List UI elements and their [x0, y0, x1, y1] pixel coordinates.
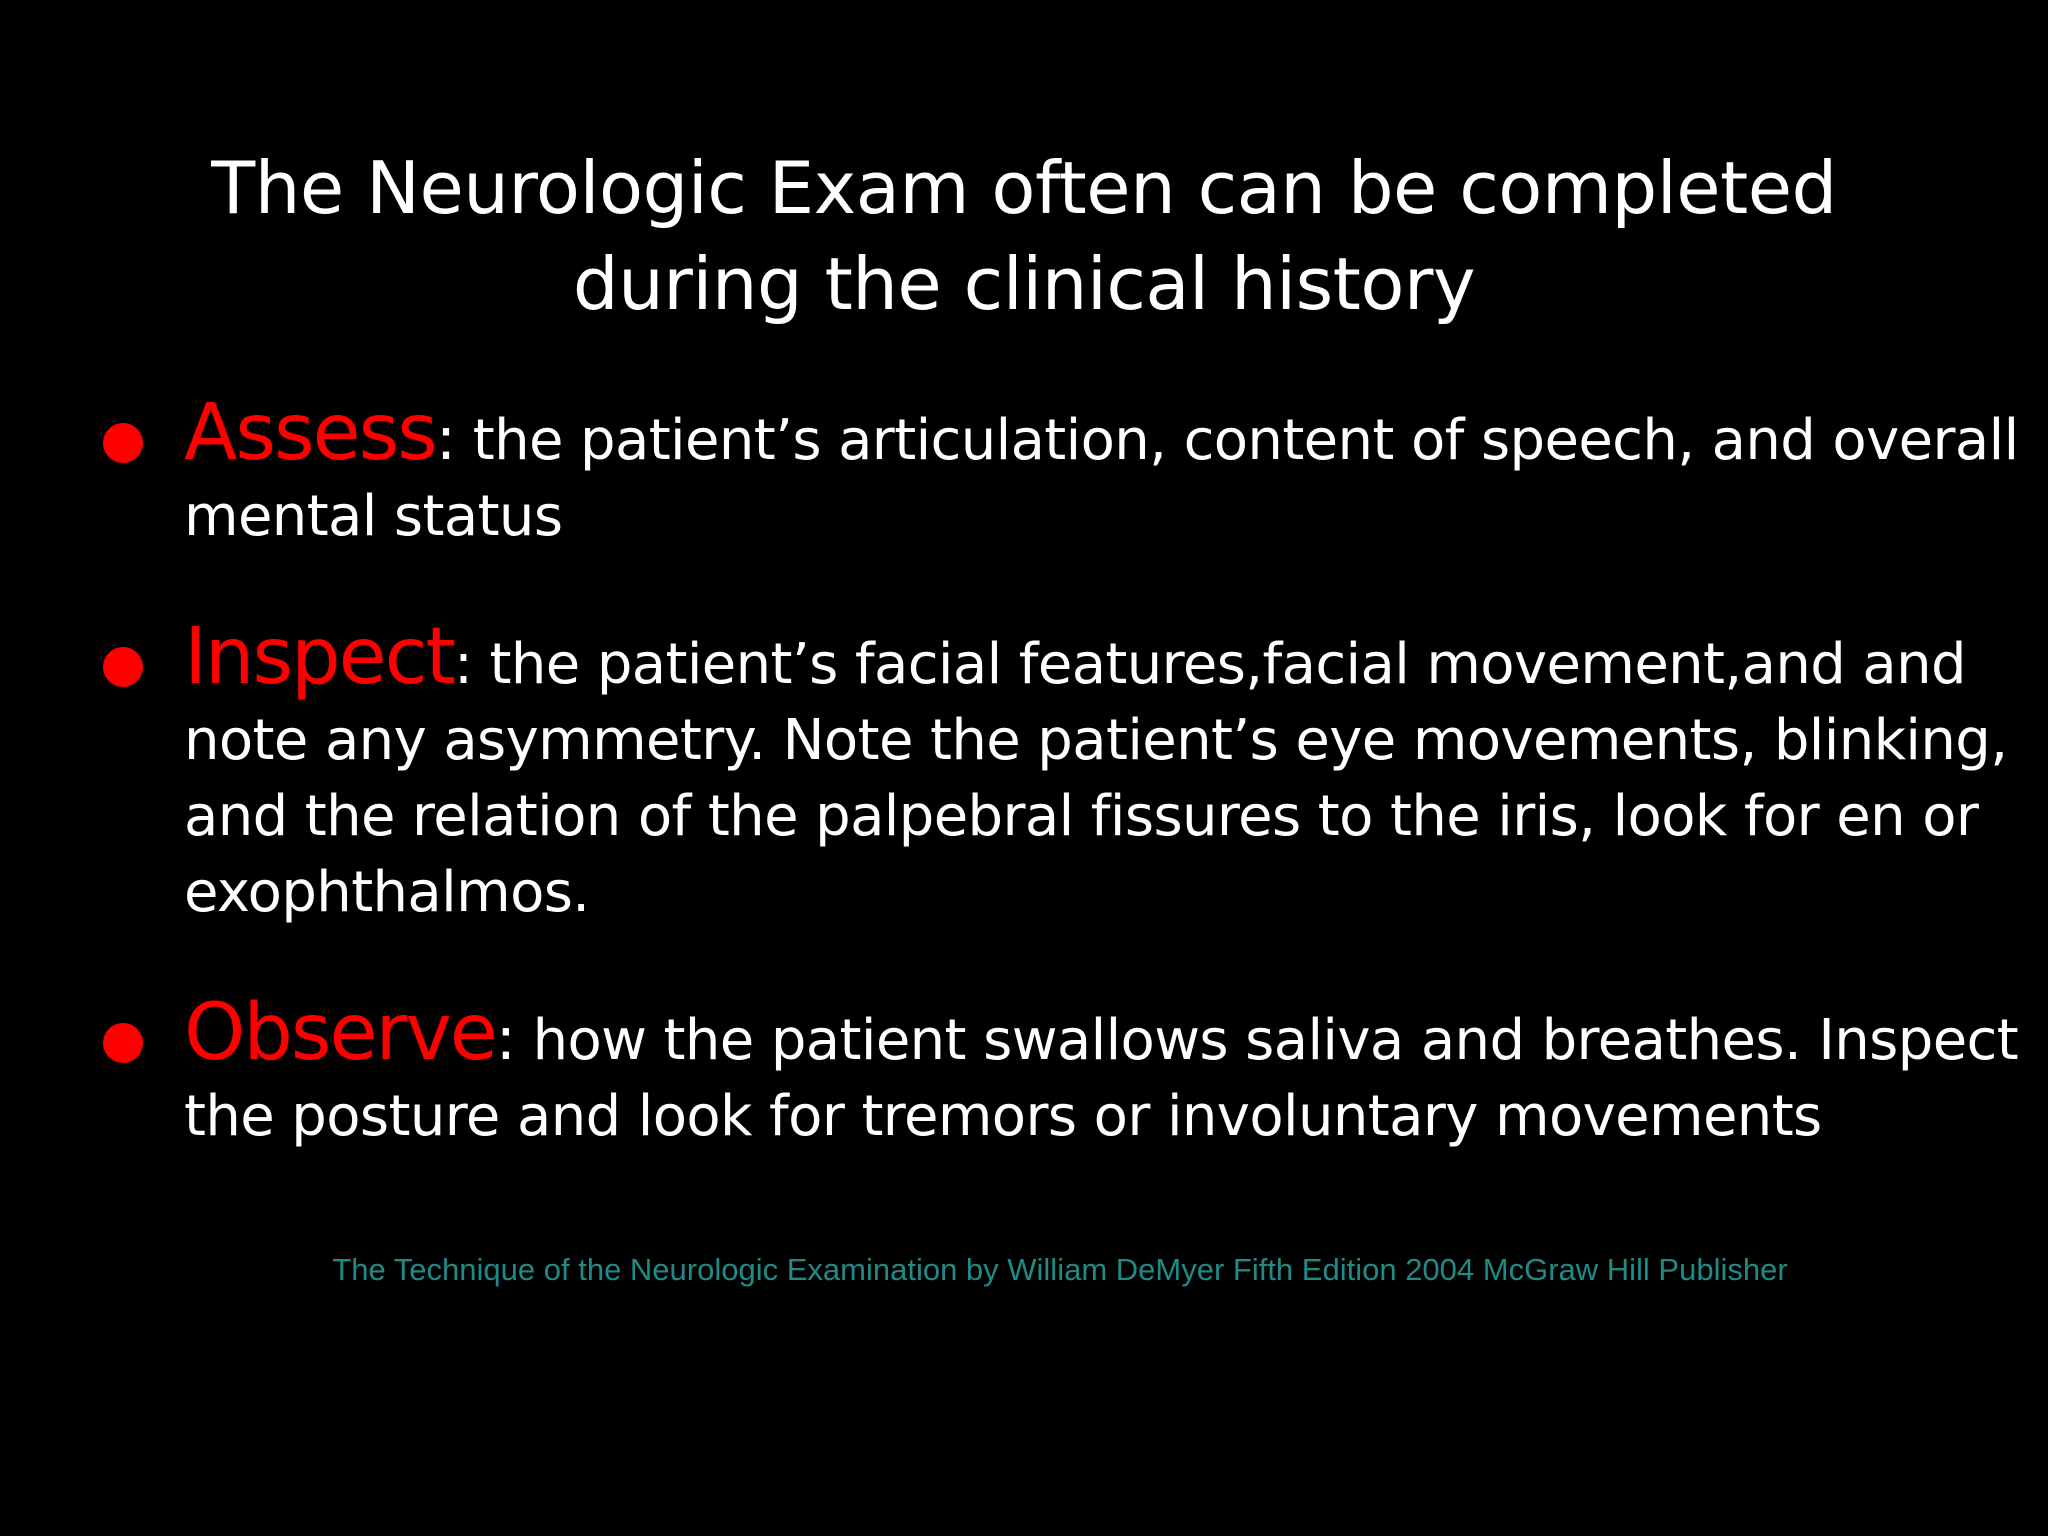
bullet-text: how the patient swallows saliva and breathes. Inspect the posture and look for tremors or involuntary movements: [184, 1008, 2019, 1149]
bullet-observe: [100, 988, 2020, 1155]
bullet-colon: :: [495, 1004, 516, 1074]
bullet-list: [100, 388, 2020, 1155]
bullet-dot-icon: [103, 647, 143, 687]
bullet-dot-icon: [103, 423, 143, 463]
bullet-assess: [100, 388, 2020, 555]
title-line-1: The Neurologic Exam often can be completed: [211, 146, 1837, 230]
bullet-text: the patient’s facial features,facial movement,and and note any asymmetry. Note the patient’s eye movements, blinking, and the relation of the palpebral fissures to the iris, look for en or exophthalmos.: [184, 632, 2008, 925]
bullet-keyword: Observe: [184, 988, 496, 1078]
bullet-text: the patient’s articulation, content of speech, and overall mental status: [184, 408, 2019, 549]
bullet-inspect: [100, 612, 2020, 931]
bullet-keyword: Assess: [184, 388, 436, 478]
bullet-dot-icon: [103, 1023, 143, 1063]
bullet-keyword: Inspect: [184, 612, 455, 702]
bullet-colon: :: [435, 404, 456, 474]
citation: The Technique of the Neurologic Examination by William DeMyer Fifth Edition 2004 McGraw Hill Publisher: [332, 1252, 1788, 1287]
slide-title: [124, 140, 1924, 332]
title-line-2: during the clinical history: [572, 242, 1476, 326]
bullet-colon: :: [454, 632, 473, 697]
